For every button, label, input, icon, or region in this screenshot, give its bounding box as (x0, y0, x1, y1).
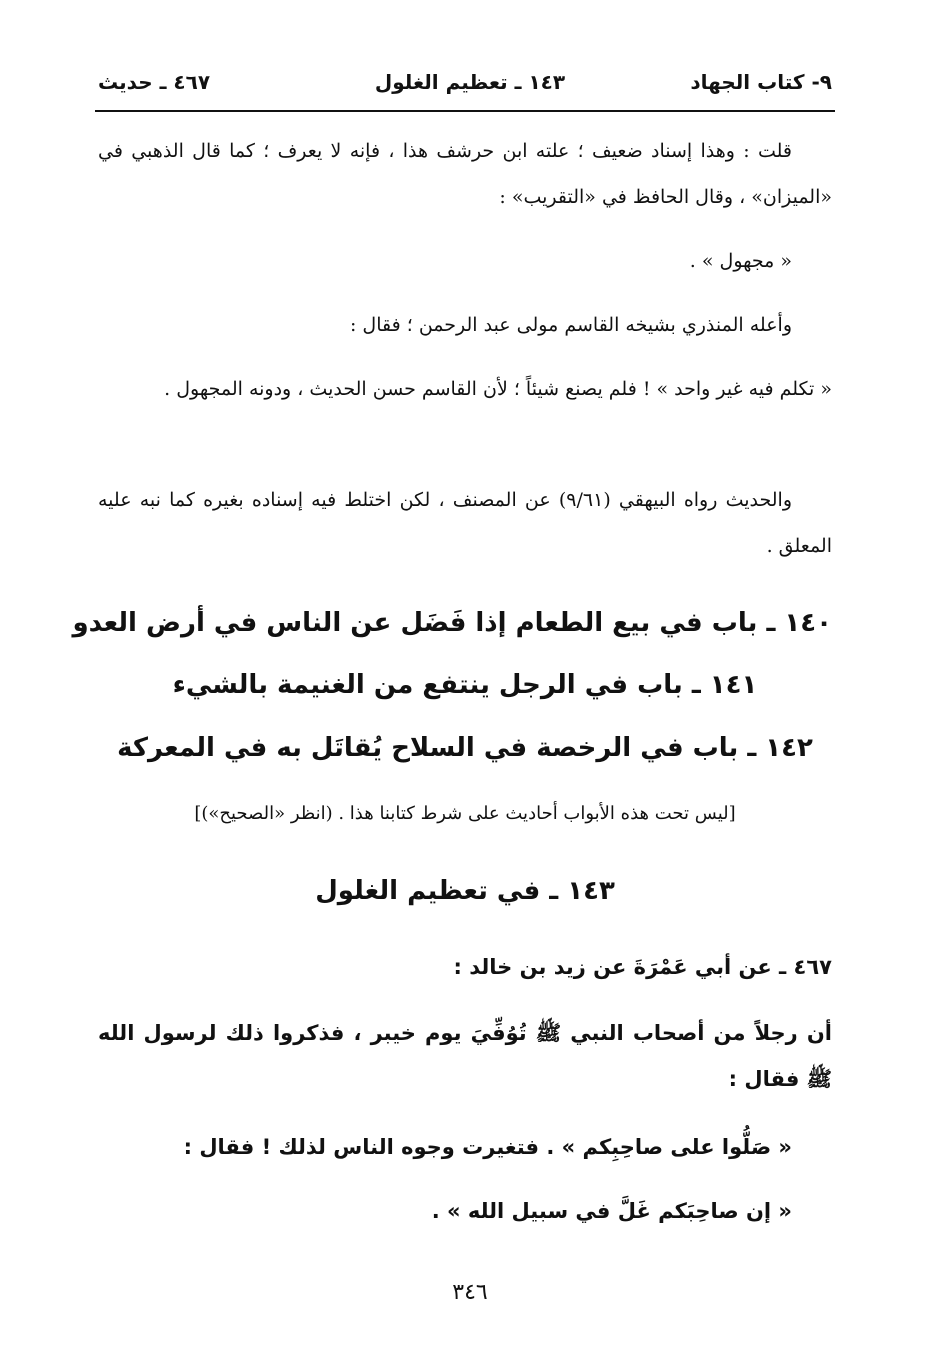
hadith-matn-3: « إن صاحِبَكم غَلَّ في سبيل الله » . (431, 1199, 792, 1223)
commentary-paragraph-1: قلت : وهذا إسناد ضعيف ؛ علته ابن حرشف هذا ، فإنه لا يعرف ؛ كما قال الذهبي في «الميزان» ، وقال الحافظ في «التقريب» : (98, 140, 832, 208)
hadith-matn-2: « صَلُّوا على صاحِبِكم » . فتغيرت وجوه الناس لذلك ! فقال : (183, 1135, 792, 1159)
commentary-paragraph-4: « تكلم فيه غير واحد » ! فلم يصنع شيئاً ؛ لأن القاسم حسن الحديث ، ودونه المجهول . (164, 378, 832, 400)
page-number: ٣٤٦ (452, 1280, 488, 1305)
editor-note: [ليس تحت هذه الأبواب أحاديث على شرط كتابنا هذا . (انظر «الصحيح»)] (194, 803, 736, 824)
header-rule (95, 110, 835, 112)
chapter-heading-140: ١٤٠ ـ باب في بيع الطعام إذا فَضَل عن الناس في أرض العدو (72, 608, 832, 638)
running-header-section: ١٤٣ ـ تعظيم الغلول (374, 70, 566, 94)
hadith-isnad: ٤٦٧ ـ عن أبي عَمْرَةَ عن زيد بن خالد : (453, 955, 832, 979)
commentary-paragraph-3: وأعله المنذري بشيخه القاسم مولى عبد الرحمن ؛ فقال : (349, 314, 792, 336)
running-header-chapter: ٩- كتاب الجهاد (690, 70, 832, 94)
chapter-heading-142: ١٤٢ ـ باب في الرخصة في السلاح يُقاتَل به في المعركة (117, 733, 813, 763)
commentary-paragraph-5: والحديث رواه البيهقي (٩/٦١) عن المصنف ، لكن اختلط فيه إسناده بغيره كما نبه عليه المعلق . (98, 489, 832, 557)
chapter-heading-143: ١٤٣ ـ في تعظيم الغلول (315, 876, 615, 906)
running-header-hadith: ٤٦٧ ـ حديث (98, 70, 211, 94)
chapter-heading-141: ١٤١ ـ باب في الرجل ينتفع من الغنيمة بالشيء (172, 670, 758, 700)
commentary-paragraph-2: « مجهول » . (689, 250, 792, 272)
hadith-matn-1: أن رجلاً من أصحاب النبي ﷺ تُوُفِّيَ يوم خيبر ، فذكروا ذلك لرسول الله ﷺ فقال : (98, 1021, 832, 1091)
